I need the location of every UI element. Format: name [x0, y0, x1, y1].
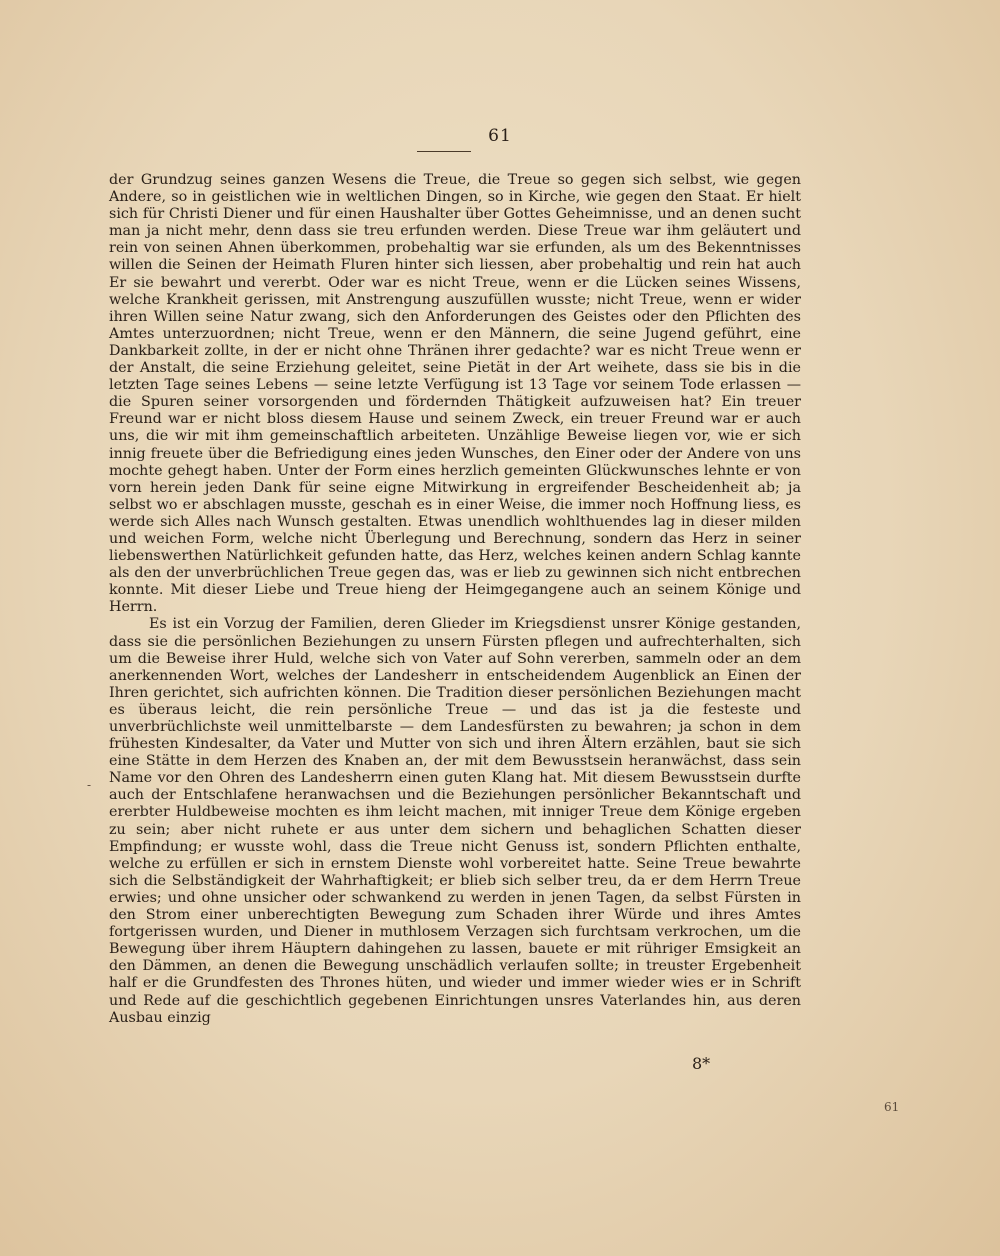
- margin-mark-dash: -: [87, 778, 92, 792]
- printer-signature: 8*: [692, 1054, 711, 1073]
- page-number-rule: [417, 151, 471, 152]
- paragraph-2: Es ist ein Vorzug der Familien, deren Glieder im Kriegsdienst unsrer Könige gestanden, dass sie die persönlichen Beziehungen zu unsern Fürsten pflegen und aufrechterhalten, sich um die Beweise ihrer Huld, welche sich von Vater auf Sohn vererben, sammeln oder an dem anerkennenden Wort, welches der Landesherr in entscheidendem Augenblick an Einen der Ihren gerichtet, sich aufrichten können. Die Tradition dieser persönlichen Beziehungen macht es überaus leicht, die rein persönliche Treue — und das ist ja die festeste und unverbrüchlichste weil unmittelbarste — dem Landesfürsten zu bewahren; ja schon in dem frühesten Kindesalter, da Vater und Mutter von sich und ihren Ältern erzählen, baut sie sich eine Stätte in dem Herzen des Knaben an, der mit dem Bewusstsein heranwächst, dass sein Name vor den Ohren des Landesherrn einen guten Klang hat. Mit diesem Bewusstsein durfte auch der Entschlafene heranwachsen und die Beziehungen persönlicher Bekanntschaft und ererbter Huldbeweise mochten es ihm leicht machen, mit inniger Treue dem Könige ergeben zu sein; aber nicht ruhete er aus unter dem sichern und behaglichen Schatten dieser Empfindung; er wusste wohl, dass die Treue nicht Genuss ist, sondern Pflichten enthalte, welche zu erfüllen er sich in ernstem Dienste wohl vorbereitet hatte. Seine Treue bewahrte sich die Selbständigkeit der Wahrhaftigkeit; er blieb sich selber treu, da er dem Herrn Treue erwies; und ohne unsicher oder schwankend zu werden in jenen Tagen, da selbst Fürsten in den Strom einer unberechtigten Bewegung zum Schaden ihrer Würde und ihres Amtes fortgerissen wurden, und Diener in muthlosem Verzagen sich furchtsam verkrochen, um die Bewegung über ihrem Häuptern dahingehen zu lassen, bauete er mit rühriger Emsigkeit an den Dämmen, an denen die Bewegung unschädlich verlaufen sollte; in treuster Ergebenheit half er die Grundfesten des Thrones hüten, und wieder und immer wieder wies er in Schrift und Rede auf die geschichtlich gegebenen Einrichtungen unsres Vaterlandes hin, aus deren Ausbau einzig: [109, 616, 801, 1026]
- page-number: 61: [488, 126, 512, 146]
- body-text: [109, 172, 801, 1027]
- margin-mark-page: 61: [884, 1100, 900, 1114]
- paragraph-1: der Grundzug seines ganzen Wesens die Treue, die Treue so gegen sich selbst, wie gegen Andere, so in geistlichen wie in weltlichen Dingen, so in Kirche, wie gegen den Staat. Er hielt sich für Christi Diener und für einen Haushalter über Gottes Geheimnisse, und an denen sucht man ja nicht mehr, denn dass sie treu erfunden werden. Diese Treue war ihm geläutert und rein von seinen Ahnen überkommen, probehaltig war sie erfunden, als um des Bekenntnisses willen die Seinen der Heimath Fluren hinter sich liessen, aber probehaltig und rein hat auch Er sie bewahrt und vererbt. Oder war es nicht Treue, wenn er die Lücken seines Wissens, welche Krankheit gerissen, mit Anstrengung auszufüllen wusste; nicht Treue, wenn er wider ihren Willen seine Natur zwang, sich den Anforderungen des Geistes oder den Pflichten des Amtes unterzuordnen; nicht Treue, wenn er den Männern, die seine Jugend geführt, eine Dankbarkeit zollte, in der er nicht ohne Thränen ihrer gedachte? war es nicht Treue wenn er der Anstalt, die seine Erziehung geleitet, seine Pietät in der Art weihete, dass sie bis in die letzten Tage seines Lebens — seine letzte Verfügung ist 13 Tage vor seinem Tode erlassen — die Spuren seiner vorsorgenden und fördernden Thätigkeit aufzuweisen hat? Ein treuer Freund war er nicht bloss diesem Hause und seinem Zweck, ein treuer Freund war er auch uns, die wir mit ihm gemeinschaftlich arbeiteten. Unzählige Beweise liegen vor, wie er sich innig freuete über die Befriedigung eines jeden Wunsches, den Einer oder der Andere von uns mochte gehegt haben. Unter der Form eines herzlich gemeinten Glückwunsches lehnte er von vorn herein jeden Dank für seine eigne Mitwirkung in ergreifender Bescheidenheit ab; ja selbst wo er abschlagen musste, geschah es in einer Weise, die immer noch Hoffnung liess, es werde sich Alles nach Wunsch gestalten. Etwas unendlich wohlthuendes lag in dieser milden und weichen Form, welche nicht Überlegung und Berechnung, sondern das Herz in seiner liebenswerthen Natürlichkeit gefunden hatte, das Herz, welches keinen andern Schlag kannte als den der unverbrüchlichen Treue gegen das, was er lieb zu gewinnen sich nicht entbrechen konnte. Mit dieser Liebe und Treue hieng der Heimgegangene auch an seinem Könige und Herrn.: [109, 172, 801, 616]
